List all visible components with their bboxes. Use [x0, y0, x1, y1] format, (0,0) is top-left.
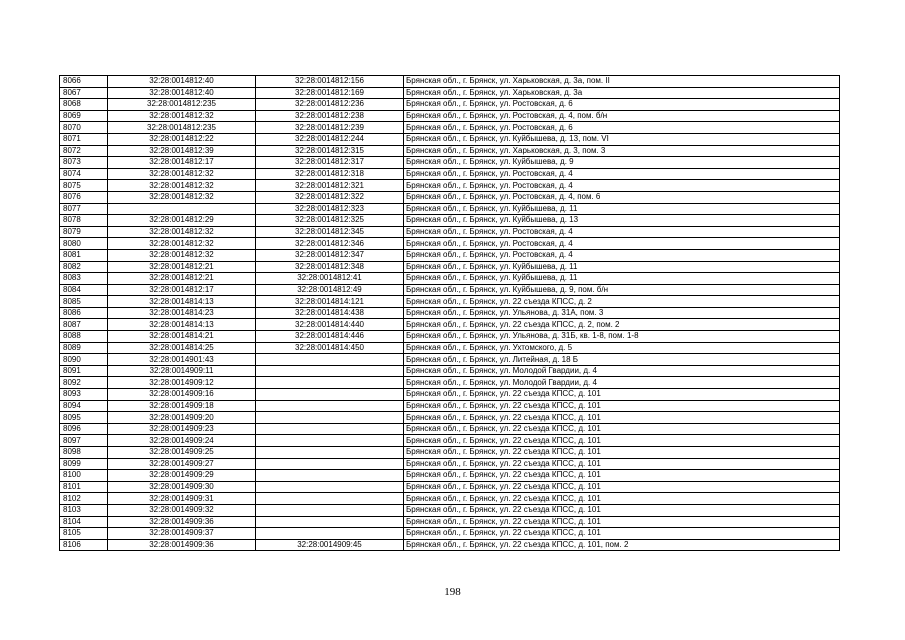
row-number-cell: 8105 [60, 528, 108, 540]
table-row [60, 458, 840, 470]
cadastral-number-cell [256, 528, 404, 540]
table-row [60, 423, 840, 435]
parent-cadastral-number-cell: 32:28:0014909:32 [108, 504, 256, 516]
cadastral-number-cell: 32:28:0014812:156 [256, 76, 404, 88]
parent-cadastral-number-cell: 32:28:0014812:32 [108, 249, 256, 261]
row-number-cell: 8088 [60, 331, 108, 343]
parent-cadastral-number-cell: 32:28:0014909:23 [108, 423, 256, 435]
row-number-cell: 8081 [60, 249, 108, 261]
address-cell: Брянская обл., г. Брянск, ул. Куйбышева, д. 9 [404, 157, 840, 169]
address-cell: Брянская обл., г. Брянск, ул. 22 съезда КПСС, д. 2, пом. 2 [404, 319, 840, 331]
address-cell: Брянская обл., г. Брянск, ул. 22 съезда КПСС, д. 101 [404, 458, 840, 470]
cadastral-number-cell [256, 458, 404, 470]
cadastral-number-cell: 32:28:0014812:321 [256, 180, 404, 192]
address-cell: Брянская обл., г. Брянск, ул. 22 съезда КПСС, д. 101 [404, 493, 840, 505]
cadastral-number-cell: 32:28:0014812:318 [256, 168, 404, 180]
parent-cadastral-number-cell: 32:28:0014909:20 [108, 412, 256, 424]
cadastral-number-cell [256, 412, 404, 424]
row-number-cell: 8093 [60, 389, 108, 401]
cadastral-number-cell: 32:28:0014812:169 [256, 87, 404, 99]
address-cell: Брянская обл., г. Брянск, ул. Ростовская, д. 6 [404, 122, 840, 134]
parent-cadastral-number-cell: 32:28:0014909:30 [108, 481, 256, 493]
parent-cadastral-number-cell: 32:28:0014812:32 [108, 191, 256, 203]
address-cell: Брянская обл., г. Брянск, ул. 22 съезда КПСС, д. 101 [404, 400, 840, 412]
address-cell: Брянская обл., г. Брянск, ул. Ростовская, д. 4 [404, 168, 840, 180]
row-number-cell: 8085 [60, 296, 108, 308]
table-row [60, 145, 840, 157]
address-cell: Брянская обл., г. Брянск, ул. Куйбышева, д. 13, пом. VI [404, 133, 840, 145]
row-number-cell: 8094 [60, 400, 108, 412]
cadastral-number-cell [256, 435, 404, 447]
table-row [60, 76, 840, 88]
cadastral-number-cell: 32:28:0014812:346 [256, 238, 404, 250]
parent-cadastral-number-cell: 32:28:0014812:235 [108, 99, 256, 111]
row-number-cell: 8091 [60, 365, 108, 377]
address-cell: Брянская обл., г. Брянск, ул. Куйбышева, д. 11 [404, 273, 840, 285]
table-row [60, 215, 840, 227]
table-row [60, 133, 840, 145]
address-cell: Брянская обл., г. Брянск, ул. Ростовская, д. 4, пом. 6 [404, 191, 840, 203]
row-number-cell: 8099 [60, 458, 108, 470]
cadastral-number-cell: 32:28:0014812:347 [256, 249, 404, 261]
address-cell: Брянская обл., г. Брянск, ул. Ульянова, д. 31А, пом. 3 [404, 307, 840, 319]
cadastral-number-cell: 32:28:0014812:236 [256, 99, 404, 111]
parent-cadastral-number-cell: 32:28:0014909:31 [108, 493, 256, 505]
cadastral-number-cell [256, 447, 404, 459]
row-number-cell: 8073 [60, 157, 108, 169]
parent-cadastral-number-cell: 32:28:0014812:17 [108, 157, 256, 169]
cadastral-number-cell [256, 504, 404, 516]
cadastral-number-cell: 32:28:0014812:239 [256, 122, 404, 134]
parent-cadastral-number-cell: 32:28:0014812:21 [108, 261, 256, 273]
cadastral-number-cell: 32:28:0014812:238 [256, 110, 404, 122]
cadastral-number-cell [256, 400, 404, 412]
address-cell: Брянская обл., г. Брянск, ул. Ростовская, д. 4 [404, 238, 840, 250]
address-cell: Брянская обл., г. Брянск, ул. 22 съезда КПСС, д. 101 [404, 412, 840, 424]
table-row [60, 87, 840, 99]
address-cell: Брянская обл., г. Брянск, ул. 22 съезда КПСС, д. 101 [404, 389, 840, 401]
table-row [60, 365, 840, 377]
cadastral-number-cell: 32:28:0014814:450 [256, 342, 404, 354]
parent-cadastral-number-cell: 32:28:0014814:25 [108, 342, 256, 354]
address-cell: Брянская обл., г. Брянск, ул. Харьковская, д. 3, пом. 3 [404, 145, 840, 157]
parent-cadastral-number-cell: 32:28:0014812:17 [108, 284, 256, 296]
parent-cadastral-number-cell: 32:28:0014909:12 [108, 377, 256, 389]
parent-cadastral-number-cell: 32:28:0014901:43 [108, 354, 256, 366]
row-number-cell: 8104 [60, 516, 108, 528]
table-row [60, 110, 840, 122]
cadastral-number-cell: 32:28:0014812:244 [256, 133, 404, 145]
parent-cadastral-number-cell: 32:28:0014909:29 [108, 470, 256, 482]
parent-cadastral-number-cell: 32:28:0014909:11 [108, 365, 256, 377]
row-number-cell: 8087 [60, 319, 108, 331]
row-number-cell: 8102 [60, 493, 108, 505]
address-cell: Брянская обл., г. Брянск, ул. 22 съезда КПСС, д. 101 [404, 516, 840, 528]
parent-cadastral-number-cell: 32:28:0014909:36 [108, 539, 256, 551]
parent-cadastral-number-cell: 32:28:0014812:29 [108, 215, 256, 227]
parent-cadastral-number-cell: 32:28:0014812:39 [108, 145, 256, 157]
parent-cadastral-number-cell: 32:28:0014909:16 [108, 389, 256, 401]
table-row [60, 180, 840, 192]
address-cell: Брянская обл., г. Брянск, ул. Куйбышева, д. 11 [404, 203, 840, 215]
row-number-cell: 8090 [60, 354, 108, 366]
address-cell: Брянская обл., г. Брянск, ул. Ростовская, д. 4 [404, 226, 840, 238]
table-row [60, 447, 840, 459]
table-row [60, 412, 840, 424]
table-row [60, 435, 840, 447]
row-number-cell: 8071 [60, 133, 108, 145]
table-row [60, 377, 840, 389]
table-row [60, 191, 840, 203]
address-cell: Брянская обл., г. Брянск, ул. 22 съезда КПСС, д. 101 [404, 447, 840, 459]
address-cell: Брянская обл., г. Брянск, ул. Ульянова, д. 31Б, кв. 1-8, пом. 1-8 [404, 331, 840, 343]
row-number-cell: 8101 [60, 481, 108, 493]
parent-cadastral-number-cell: 32:28:0014909:27 [108, 458, 256, 470]
cadastral-number-cell: 32:28:0014812:348 [256, 261, 404, 273]
row-number-cell: 8086 [60, 307, 108, 319]
row-number-cell: 8069 [60, 110, 108, 122]
table-row [60, 400, 840, 412]
row-number-cell: 8096 [60, 423, 108, 435]
table-row [60, 493, 840, 505]
parent-cadastral-number-cell: 32:28:0014812:235 [108, 122, 256, 134]
address-cell: Брянская обл., г. Брянск, ул. 22 съезда КПСС, д. 101, пом. 2 [404, 539, 840, 551]
cadastral-number-cell: 32:28:0014814:440 [256, 319, 404, 331]
cadastral-number-cell: 32:28:0014814:438 [256, 307, 404, 319]
row-number-cell: 8078 [60, 215, 108, 227]
row-number-cell: 8106 [60, 539, 108, 551]
address-cell: Брянская обл., г. Брянск, ул. Харьковская, д. 3а [404, 87, 840, 99]
table-row [60, 99, 840, 111]
parent-cadastral-number-cell: 32:28:0014812:22 [108, 133, 256, 145]
row-number-cell: 8089 [60, 342, 108, 354]
address-cell: Брянская обл., г. Брянск, ул. Куйбышева, д. 9, пом. б/н [404, 284, 840, 296]
parent-cadastral-number-cell: 32:28:0014909:24 [108, 435, 256, 447]
cadastral-number-cell [256, 470, 404, 482]
parent-cadastral-number-cell: 32:28:0014812:32 [108, 180, 256, 192]
table-row [60, 481, 840, 493]
cadastral-number-cell: 32:28:0014814:121 [256, 296, 404, 308]
cadastral-number-cell [256, 354, 404, 366]
parent-cadastral-number-cell: 32:28:0014909:25 [108, 447, 256, 459]
table-row [60, 354, 840, 366]
row-number-cell: 8075 [60, 180, 108, 192]
table-row [60, 284, 840, 296]
parent-cadastral-number-cell: 32:28:0014812:40 [108, 87, 256, 99]
registry-table [59, 75, 840, 551]
table-row [60, 389, 840, 401]
registry-table-body [60, 76, 840, 551]
cadastral-number-cell: 32:28:0014812:317 [256, 157, 404, 169]
table-row [60, 342, 840, 354]
address-cell: Брянская обл., г. Брянск, ул. Куйбышева, д. 13 [404, 215, 840, 227]
table-row [60, 470, 840, 482]
address-cell: Брянская обл., г. Брянск, ул. Ростовская, д. 6 [404, 99, 840, 111]
parent-cadastral-number-cell: 32:28:0014812:40 [108, 76, 256, 88]
table-row [60, 319, 840, 331]
parent-cadastral-number-cell: 32:28:0014812:21 [108, 273, 256, 285]
parent-cadastral-number-cell: 32:28:0014812:32 [108, 238, 256, 250]
address-cell: Брянская обл., г. Брянск, ул. 22 съезда КПСС, д. 101 [404, 470, 840, 482]
cadastral-number-cell: 32:28:0014812:325 [256, 215, 404, 227]
row-number-cell: 8072 [60, 145, 108, 157]
table-row [60, 168, 840, 180]
row-number-cell: 8082 [60, 261, 108, 273]
row-number-cell: 8077 [60, 203, 108, 215]
address-cell: Брянская обл., г. Брянск, ул. Литейная, д. 18 Б [404, 354, 840, 366]
row-number-cell: 8097 [60, 435, 108, 447]
table-row [60, 226, 840, 238]
table-row [60, 249, 840, 261]
address-cell: Брянская обл., г. Брянск, ул. Ухтомского, д. 5 [404, 342, 840, 354]
address-cell: Брянская обл., г. Брянск, ул. Ростовская, д. 4 [404, 249, 840, 261]
row-number-cell: 8079 [60, 226, 108, 238]
cadastral-number-cell: 32:28:0014909:45 [256, 539, 404, 551]
table-row [60, 203, 840, 215]
cadastral-number-cell: 32:28:0014812:41 [256, 273, 404, 285]
address-cell: Брянская обл., г. Брянск, ул. 22 съезда КПСС, д. 2 [404, 296, 840, 308]
row-number-cell: 8084 [60, 284, 108, 296]
cadastral-number-cell [256, 377, 404, 389]
row-number-cell: 8092 [60, 377, 108, 389]
table-row [60, 296, 840, 308]
address-cell: Брянская обл., г. Брянск, ул. 22 съезда КПСС, д. 101 [404, 423, 840, 435]
address-cell: Брянская обл., г. Брянск, ул. Харьковская, д. 3а, пом. II [404, 76, 840, 88]
address-cell: Брянская обл., г. Брянск, ул. 22 съезда КПСС, д. 101 [404, 435, 840, 447]
parent-cadastral-number-cell: 32:28:0014814:21 [108, 331, 256, 343]
address-cell: Брянская обл., г. Брянск, ул. Молодой Гвардии, д. 4 [404, 377, 840, 389]
parent-cadastral-number-cell: 32:28:0014812:32 [108, 226, 256, 238]
table-row [60, 504, 840, 516]
row-number-cell: 8098 [60, 447, 108, 459]
table-row [60, 261, 840, 273]
table-row [60, 157, 840, 169]
parent-cadastral-number-cell: 32:28:0014812:32 [108, 110, 256, 122]
parent-cadastral-number-cell: 32:28:0014814:23 [108, 307, 256, 319]
cadastral-number-cell: 32:28:0014812:345 [256, 226, 404, 238]
cadastral-number-cell [256, 423, 404, 435]
table-row [60, 539, 840, 551]
table-row [60, 238, 840, 250]
parent-cadastral-number-cell: 32:28:0014909:18 [108, 400, 256, 412]
table-row [60, 528, 840, 540]
table-row [60, 273, 840, 285]
table-row [60, 516, 840, 528]
table-row [60, 307, 840, 319]
cadastral-number-cell: 32:28:0014812:315 [256, 145, 404, 157]
page-number: 198 [444, 586, 461, 598]
address-cell: Брянская обл., г. Брянск, ул. Молодой Гвардии, д. 4 [404, 365, 840, 377]
row-number-cell: 8066 [60, 76, 108, 88]
cadastral-number-cell: 32:28:0014812:49 [256, 284, 404, 296]
table-row [60, 331, 840, 343]
row-number-cell: 8083 [60, 273, 108, 285]
address-cell: Брянская обл., г. Брянск, ул. 22 съезда КПСС, д. 101 [404, 481, 840, 493]
row-number-cell: 8100 [60, 470, 108, 482]
address-cell: Брянская обл., г. Брянск, ул. 22 съезда КПСС, д. 101 [404, 528, 840, 540]
cadastral-number-cell [256, 389, 404, 401]
parent-cadastral-number-cell: 32:28:0014812:32 [108, 168, 256, 180]
address-cell: Брянская обл., г. Брянск, ул. 22 съезда КПСС, д. 101 [404, 504, 840, 516]
row-number-cell: 8074 [60, 168, 108, 180]
row-number-cell: 8068 [60, 99, 108, 111]
cadastral-number-cell [256, 365, 404, 377]
address-cell: Брянская обл., г. Брянск, ул. Ростовская, д. 4 [404, 180, 840, 192]
cadastral-number-cell [256, 516, 404, 528]
parent-cadastral-number-cell: 32:28:0014909:37 [108, 528, 256, 540]
row-number-cell: 8067 [60, 87, 108, 99]
parent-cadastral-number-cell: 32:28:0014814:13 [108, 319, 256, 331]
address-cell: Брянская обл., г. Брянск, ул. Куйбышева, д. 11 [404, 261, 840, 273]
row-number-cell: 8095 [60, 412, 108, 424]
cadastral-number-cell [256, 493, 404, 505]
parent-cadastral-number-cell: 32:28:0014909:36 [108, 516, 256, 528]
cadastral-number-cell: 32:28:0014812:322 [256, 191, 404, 203]
cadastral-number-cell [256, 481, 404, 493]
cadastral-number-cell: 32:28:0014812:323 [256, 203, 404, 215]
parent-cadastral-number-cell: 32:28:0014814:13 [108, 296, 256, 308]
row-number-cell: 8070 [60, 122, 108, 134]
row-number-cell: 8103 [60, 504, 108, 516]
row-number-cell: 8076 [60, 191, 108, 203]
address-cell: Брянская обл., г. Брянск, ул. Ростовская, д. 4, пом. б/н [404, 110, 840, 122]
table-row [60, 122, 840, 134]
cadastral-number-cell: 32:28:0014814:446 [256, 331, 404, 343]
row-number-cell: 8080 [60, 238, 108, 250]
parent-cadastral-number-cell [108, 203, 256, 215]
